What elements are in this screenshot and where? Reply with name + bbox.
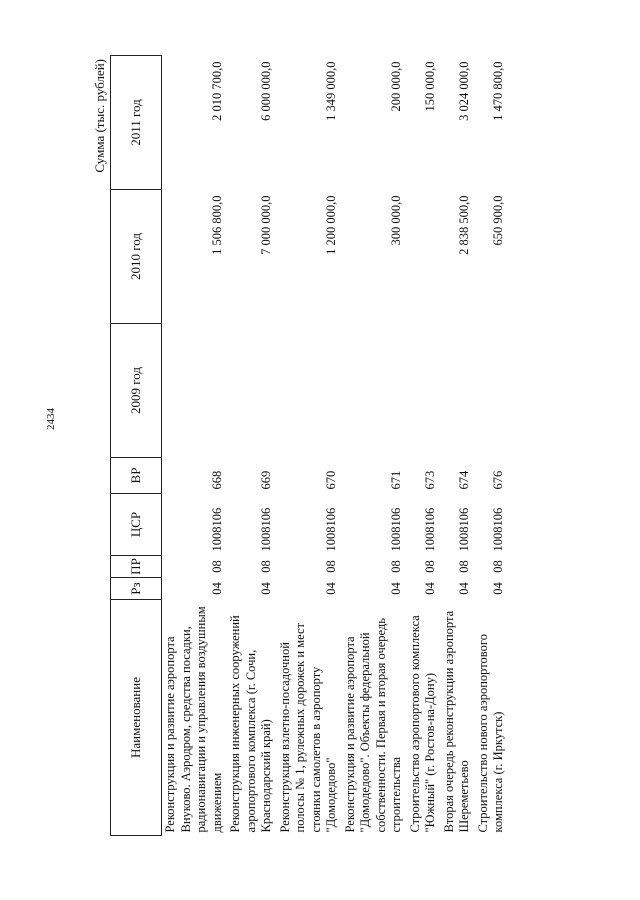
cell-csr: 1008106 — [389, 507, 403, 552]
page-number: 2434 — [45, 408, 57, 430]
table-row — [475, 56, 509, 836]
header-name: Наименование — [111, 600, 162, 836]
cell-2009 — [407, 324, 441, 458]
table-row — [407, 56, 441, 836]
cell-vr: 676 — [491, 470, 505, 490]
cell-2009 — [475, 324, 509, 458]
cell-rz: 04 — [423, 582, 437, 595]
cell-csr: 1008106 — [457, 507, 471, 552]
cell-2010: 300 000,0 — [389, 195, 403, 246]
cell-2009 — [277, 324, 342, 458]
cell-2011: 200 000,0 — [389, 61, 403, 112]
cell-pr: 08 — [389, 560, 403, 573]
cell-vr: 669 — [259, 470, 273, 490]
cell-vr: 668 — [209, 470, 224, 490]
cell-csr: 1008106 — [209, 507, 224, 552]
cell-2010: 7 000 000,0 — [259, 195, 273, 255]
cell-rz: 04 — [209, 582, 224, 595]
cell-rz: 04 — [259, 582, 273, 595]
table-row — [342, 56, 407, 836]
cell-2009 — [342, 324, 407, 458]
cell-2010: 1 506 800,0 — [209, 195, 224, 255]
cell-pr: 08 — [491, 560, 505, 573]
cell-csr: 1008106 — [491, 507, 505, 552]
cell-pr: 08 — [457, 560, 471, 573]
cell-2009 — [227, 324, 277, 458]
cell-2011: 3 024 000,0 — [457, 61, 471, 121]
cell-vr: 673 — [423, 470, 437, 490]
cell-rz: 04 — [491, 582, 505, 595]
table-row — [227, 56, 277, 836]
cell-name: Реконструкция взлетно-посадочной полосы № 1, рулежных дорожек и мест стоянки самолетов в аэропорту "Домодедово" — [277, 623, 338, 833]
cell-csr: 1008106 — [423, 507, 437, 552]
cell-2010: 2 838 500,0 — [457, 195, 471, 255]
cell-2010: 650 900,0 — [491, 195, 505, 246]
rotated-page — [86, 56, 516, 836]
table-header — [111, 56, 162, 836]
header-csr: ЦСР — [111, 494, 162, 556]
cell-vr: 674 — [457, 470, 471, 490]
cell-2011: 6 000 000,0 — [259, 61, 273, 121]
cell-rz: 04 — [457, 582, 471, 595]
cell-name: Реконструкция инженерных сооружений аэропортового комплекса (г. Сочи, Краснодарский край) — [228, 615, 273, 833]
cell-name: Вторая очередь реконструкции аэропорта Шереметьево — [441, 610, 471, 833]
cell-csr: 1008106 — [324, 507, 338, 552]
units-caption: Сумма (тыс. рублей) — [92, 59, 107, 173]
table-row — [277, 56, 342, 836]
cell-2011: 1 470 800,0 — [491, 61, 505, 121]
header-2010: 2010 год — [111, 190, 162, 324]
header-rz: Рз — [111, 578, 162, 600]
cell-2009 — [441, 324, 475, 458]
cell-vr: 670 — [324, 470, 338, 490]
cell-pr: 08 — [324, 560, 338, 573]
cell-pr: 08 — [423, 560, 437, 573]
header-2009: 2009 год — [111, 324, 162, 458]
cell-name: Строительство нового аэропортового комплекса (г. Иркутск) — [475, 634, 505, 833]
cell-2009 — [162, 324, 228, 458]
cell-rz: 04 — [389, 582, 403, 595]
cell-2011: 1 349 000,0 — [324, 61, 338, 121]
cell-name: Реконструкция и развитие аэропорта "Домодедово". Объекты федеральной собственности. Первая и вторая очередь строительства — [342, 617, 403, 833]
cell-rz: 04 — [324, 582, 338, 595]
cell-2011: 2 010 700,0 — [209, 61, 224, 121]
cell-2010: 1 200 000,0 — [324, 195, 338, 255]
table-row — [441, 56, 475, 836]
cell-pr: 08 — [209, 560, 224, 573]
cell-2010 — [407, 190, 441, 324]
budget-table — [110, 55, 509, 836]
header-vr: ВР — [111, 458, 162, 494]
cell-csr: 1008106 — [259, 507, 273, 552]
cell-name: Строительство аэропортового комплекса "Южный" (г. Ростов-на-Дону) — [407, 615, 437, 833]
table-row — [162, 56, 228, 836]
cell-name: Реконструкция и развитие аэропорта Внуково. Аэродром, средства посадки, радионавигации и управления воздушным движением — [163, 606, 224, 833]
cell-pr: 08 — [259, 560, 273, 573]
header-2011: 2011 год — [111, 56, 162, 190]
cell-2011: 150 000,0 — [423, 61, 437, 112]
cell-vr: 671 — [389, 470, 403, 490]
header-pr: ПР — [111, 556, 162, 578]
